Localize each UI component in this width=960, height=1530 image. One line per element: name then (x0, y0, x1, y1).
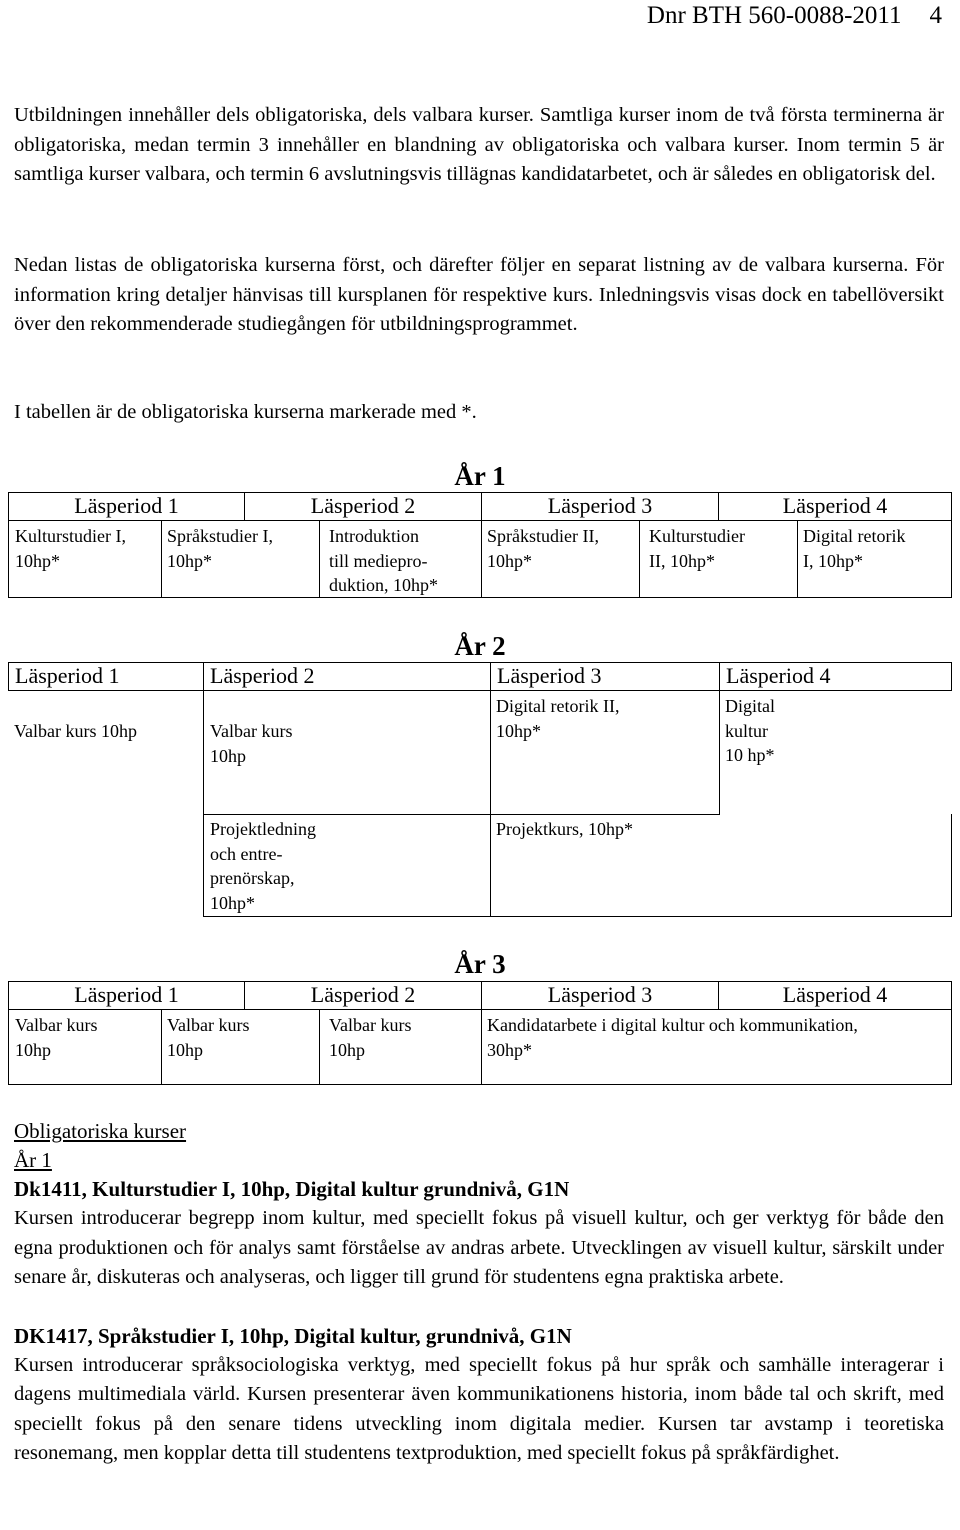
year2-title: År 2 (454, 631, 506, 661)
year3-course-cell: Valbar kurs 10hp (319, 1010, 482, 1085)
year1-course-cell: Kulturstudier I, 10hp* (8, 521, 162, 598)
page-number: 4 (929, 2, 942, 29)
section-heading: Obligatoriska kurser (14, 1119, 187, 1143)
year2-course-cell: Digital retorik II, 10hp* (490, 691, 720, 815)
year3-period-1: Läsperiod 1 (8, 981, 245, 1010)
year2-course-cell: Projektkurs, 10hp* (490, 814, 952, 917)
year-heading: År 1 (14, 1148, 52, 1172)
year2-course-cell: Valbar kurs 10hp (14, 721, 137, 741)
intro-paragraph-2: Nedan listas de obligatoriska kurserna först, och därefter följer en separat listning av de valbara kurserna. För information kring detaljer hänvisas till kursplanen för respektive kurs. Inledningsvis visas dock en tabellöversikt över den rekommenderade studiegången för utbildningsprogrammet. (14, 254, 944, 335)
page-header (647, 0, 942, 32)
year2-table (8, 662, 952, 917)
year3-title: År 3 (454, 949, 506, 979)
year1-period-1: Läsperiod 1 (8, 492, 245, 521)
year2-course-cell: Valbar kurs 10hp (203, 691, 491, 815)
year3-table (8, 981, 952, 1085)
course-description: Kursen introducerar språksociologiska verktyg, med speciellt fokus på hur språk och samhälle interagerar i dagens multimediala värld. Kursen presenterar även kommunikationens historia, inom både tal och skrift, med speciellt fokus på den senare tidens utveckling inom digitala medier. Kursen tar avstamp i teoretiska resonemang, men kopplar detta till studentens textproduktion, med speciellt fokus på språkfärdighet. (14, 1353, 944, 1464)
year1-course-cell: Språkstudier II, 10hp* (481, 521, 640, 598)
course-description: Kursen introducerar begrepp inom kultur, med speciellt fokus på visuell kultur, och ger verktyg för både den egna produktionen och för analys samt förståelse av andras arbete. Utvecklingen av visuell kultur, särskilt under senare år, diskuteras och analyseras, och ligger till grund för studentens egna praktiska arbete. (14, 1207, 944, 1288)
year3-course-cell: Kandidatarbete i digital kultur och kommunikation, 30hp* (481, 1010, 952, 1085)
course-title: Dk1411, Kulturstudier I, 10hp, Digital kultur grundnivå, G1N (14, 1177, 570, 1201)
year1-course-cell: Introduktion till mediepro- duktion, 10hp* (319, 521, 482, 598)
document-id: Dnr BTH 560-0088-2011 (646, 2, 902, 29)
year3-period-2: Läsperiod 2 (244, 981, 482, 1010)
year2-course-cell: Digital kultur 10 hp* (725, 696, 775, 765)
year1-table (8, 492, 952, 598)
year1-course-cell: Språkstudier I, 10hp* (161, 521, 320, 598)
intro-paragraph-3: I tabellen är de obligatoriska kurserna markerade med *. (14, 401, 477, 423)
year2-course-cell: Projektledning och entre- prenörskap, 10hp* (203, 814, 491, 917)
intro-paragraph-1: Utbildningen innehåller dels obligatoriska, dels valbara kurser. Samtliga kurser inom de två första terminerna är obligatoriska, medan termin 3 innehåller en blandning av obligatoriska och valbara kurser. Inom termin 5 är samtliga kurser valbara, och termin 6 avslutningsvis tillägnas kandidatarbetet, och är således en obligatorisk del. (14, 104, 944, 185)
year1-course-cell: Digital retorik I, 10hp* (797, 521, 952, 598)
year2-period-2: Läsperiod 2 (203, 662, 491, 691)
year1-period-3: Läsperiod 3 (481, 492, 719, 521)
year1-period-2: Läsperiod 2 (244, 492, 482, 521)
year3-period-3: Läsperiod 3 (481, 981, 719, 1010)
year1-course-cell: Kulturstudier II, 10hp* (639, 521, 798, 598)
year3-course-cell: Valbar kurs 10hp (161, 1010, 320, 1085)
year1-title: År 1 (454, 461, 506, 491)
year2-period-3: Läsperiod 3 (490, 662, 720, 691)
year2-period-4: Läsperiod 4 (719, 662, 952, 691)
year3-course-cell: Valbar kurs 10hp (8, 1010, 162, 1085)
year3-period-4: Läsperiod 4 (718, 981, 952, 1010)
year1-period-4: Läsperiod 4 (718, 492, 952, 521)
year2-period-1: Läsperiod 1 (8, 662, 204, 691)
course-title: DK1417, Språkstudier I, 10hp, Digital kultur, grundnivå, G1N (14, 1323, 572, 1348)
course-descriptions (14, 1117, 944, 1469)
